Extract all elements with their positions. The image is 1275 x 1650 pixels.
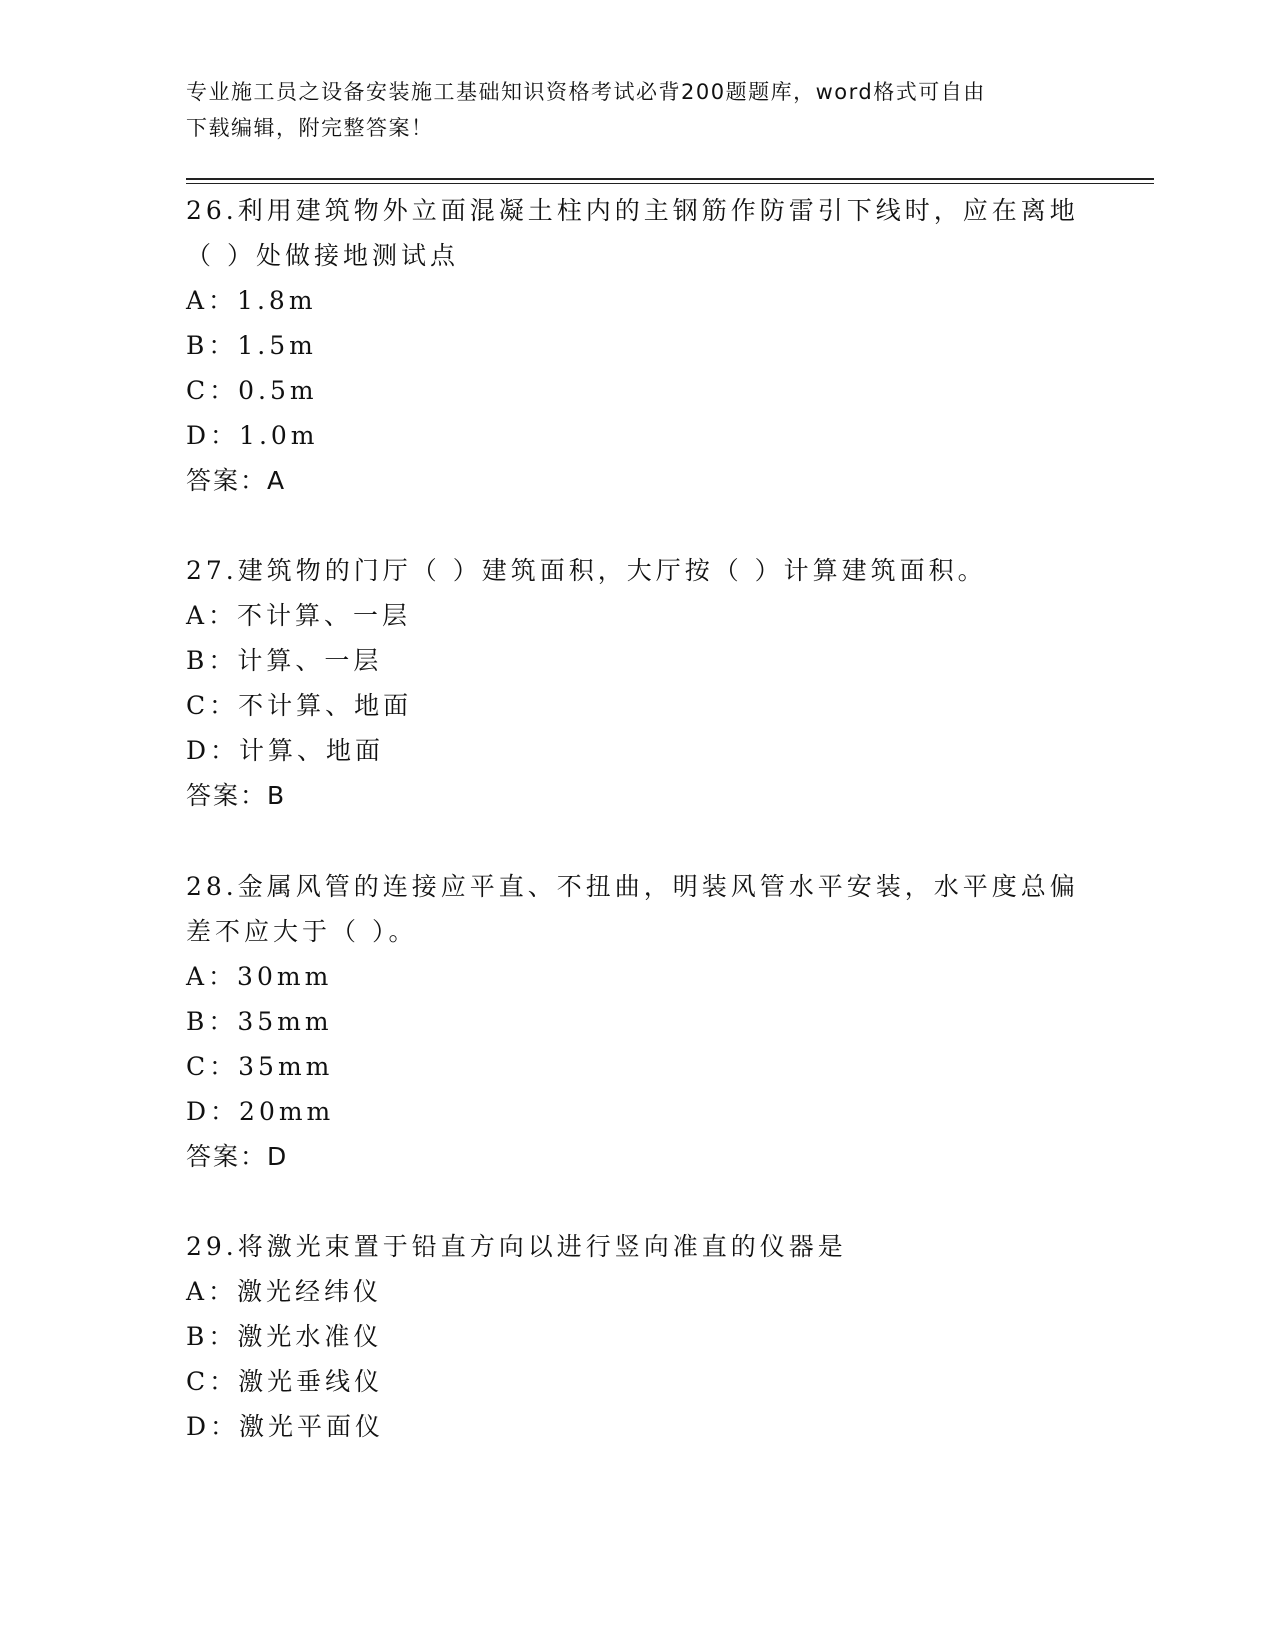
answer: 答案：B (186, 781, 287, 810)
question-29 (186, 1224, 1086, 1449)
option-b: B：激光水准仪 (186, 1322, 383, 1351)
option-a: A：30mm (186, 962, 333, 991)
option-d: D：计算、地面 (186, 736, 385, 765)
question-stem-line: 28.金属风管的连接应平直、不扭曲，明装风管水平安装，水平度总偏 (186, 872, 1079, 901)
header-divider-thick (186, 178, 1154, 180)
option-b: B：35mm (186, 1007, 333, 1036)
question-stem-line: 26.利用建筑物外立面混凝土柱内的主钢筋作防雷引下线时，应在离地 (186, 196, 1079, 225)
question-stem-line: 差不应大于（ ）。 (186, 917, 418, 946)
option-d: D：20mm (186, 1097, 335, 1126)
question-28 (186, 864, 1086, 1179)
question-26 (186, 188, 1086, 503)
option-d: D：1.0m (186, 421, 319, 450)
option-b: B：计算、一层 (186, 646, 383, 675)
question-27 (186, 548, 1086, 818)
header-line-2: 下载编辑，附完整答案！ (186, 116, 434, 140)
question-stem-line: （ ）处做接地测试点 (186, 241, 459, 270)
option-c: C：35mm (186, 1052, 334, 1081)
option-a: A：激光经纬仪 (186, 1277, 383, 1306)
header-line-1: 专业施工员之设备安装施工基础知识资格考试必背200题题库，word格式可自由 (186, 80, 986, 104)
answer: 答案：A (186, 466, 287, 495)
answer: 答案：D (186, 1142, 289, 1171)
option-b: B：1.5m (186, 331, 317, 360)
question-stem-line: 27.建筑物的门厅（ ）建筑面积，大厅按（ ）计算建筑面积。 (186, 556, 987, 585)
document-header (186, 74, 1066, 146)
option-a: A：1.8m (186, 286, 317, 315)
header-divider-thin (186, 183, 1154, 184)
option-c: C：激光垂线仪 (186, 1367, 384, 1396)
option-c: C：不计算、地面 (186, 691, 413, 720)
option-a: A：不计算、一层 (186, 601, 412, 630)
option-d: D：激光平面仪 (186, 1412, 385, 1441)
question-stem-line: 29.将激光束置于铅直方向以进行竖向准直的仪器是 (186, 1232, 847, 1261)
option-c: C：0.5m (186, 376, 318, 405)
